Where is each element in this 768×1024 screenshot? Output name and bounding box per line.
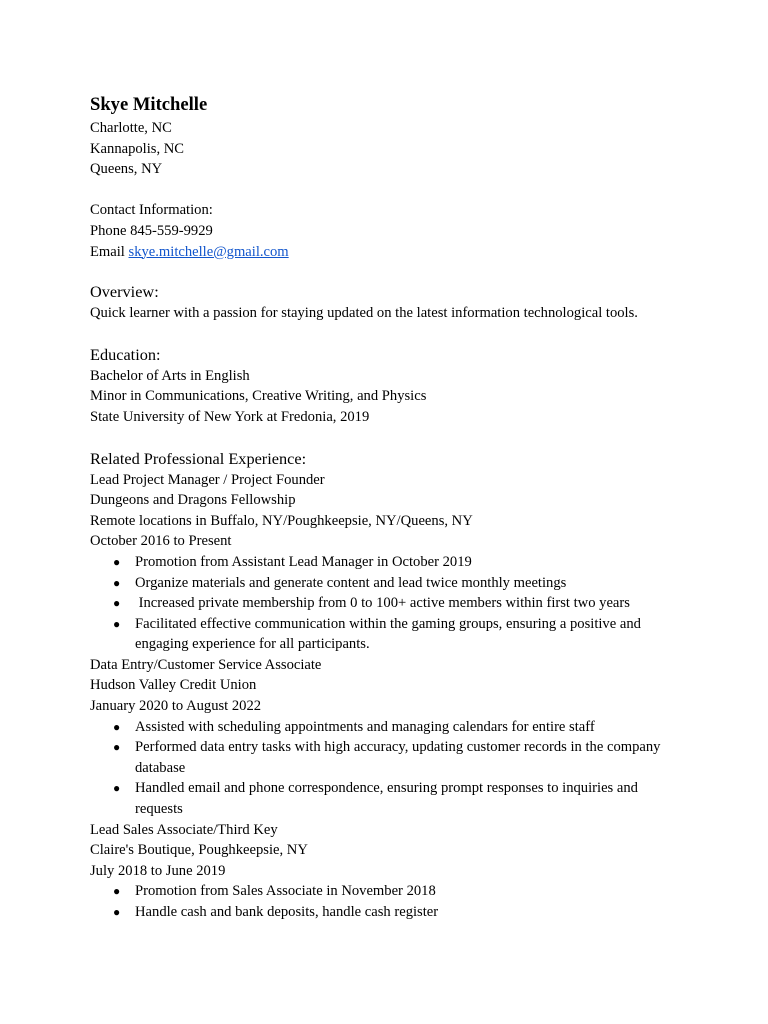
bullet-text: Assisted with scheduling appointments and managing calendars for entire staff — [135, 718, 595, 735]
bullet-icon: ● — [113, 884, 121, 899]
bullet-icon: ● — [113, 740, 121, 755]
job-title: Lead Project Manager / Project Founder — [90, 471, 325, 488]
list-item — [113, 902, 728, 923]
bullet-text: Handle cash and bank deposits, handle cash register — [135, 904, 439, 920]
job-dates: October 2016 to Present — [90, 533, 232, 550]
bullet-icon: ● — [113, 719, 121, 734]
job-entry — [90, 470, 728, 655]
bullet-icon: ● — [113, 616, 121, 631]
job-org: Claire's Boutique, Poughkeepsie, NY — [90, 842, 308, 859]
bullet-text: Organize materials and generate content and lead twice monthly meetings — [135, 574, 567, 591]
job-entry — [90, 820, 728, 923]
bullet-text: Facilitated effective communication within the gaming groups, ensuring a positive and engaging experience for all participants. — [135, 615, 641, 653]
email-line — [90, 242, 728, 263]
candidate-name: Skye Mitchelle — [90, 94, 208, 115]
job-dates: January 2020 to August 2022 — [90, 698, 262, 715]
email-link[interactable]: skye.mitchelle@gmail.com — [128, 243, 289, 260]
education-line: Bachelor of Arts in English — [90, 367, 250, 384]
list-item — [113, 593, 728, 614]
education-line: Minor in Communications, Creative Writing, and Physics — [90, 388, 427, 405]
bullet-text: Increased private membership from 0 to 100+ active members within first two years — [135, 595, 630, 612]
location-line: Charlotte, NC — [90, 120, 172, 136]
list-item — [113, 778, 675, 819]
job-bullet-list — [90, 552, 728, 655]
list-item — [113, 552, 728, 573]
overview-text: Quick learner with a passion for staying updated on the latest information technological tools. — [90, 305, 638, 322]
list-item — [113, 737, 675, 778]
list-item — [113, 614, 675, 655]
job-title: Lead Sales Associate/Third Key — [90, 821, 278, 838]
bullet-icon: ● — [113, 596, 121, 611]
bullet-text: Promotion from Assistant Lead Manager in October 2019 — [135, 553, 472, 570]
job-dates: July 2018 to June 2019 — [90, 862, 226, 879]
experience-heading: Related Professional Experience: — [90, 448, 307, 468]
list-item — [113, 881, 728, 902]
location-line: Kannapolis, NC — [90, 140, 185, 157]
job-org: Dungeons and Dragons Fellowship — [90, 492, 296, 509]
list-item — [113, 573, 728, 594]
bullet-text: Promotion from Sales Associate in November 2018 — [135, 883, 436, 900]
bullet-text: Handled email and phone correspondence, ensuring prompt responses to inquiries and requests — [135, 780, 638, 818]
bullet-text: Performed data entry tasks with high accuracy, updating customer records in the company database — [135, 739, 661, 776]
bullet-icon: ● — [113, 781, 121, 796]
phone-line: Phone 845-559-9929 — [90, 222, 213, 239]
bullet-icon: ● — [113, 905, 121, 919]
job-title: Data Entry/Customer Service Associate — [90, 656, 322, 673]
location-line: Queens, NY — [90, 161, 163, 178]
job-entry — [90, 655, 728, 820]
list-item — [113, 717, 728, 738]
job-org: Hudson Valley Credit Union — [90, 677, 257, 694]
contact-heading: Contact Information: — [90, 202, 213, 219]
bullet-icon: ● — [113, 575, 121, 590]
education-line: State University of New York at Fredonia, 2019 — [90, 408, 370, 425]
bullet-icon: ● — [113, 554, 121, 569]
overview-heading: Overview: — [90, 282, 159, 302]
email-label: Email — [90, 243, 129, 260]
job-location: Remote locations in Buffalo, NY/Poughkeepsie, NY/Queens, NY — [90, 512, 473, 529]
education-heading: Education: — [90, 344, 161, 364]
job-bullet-list — [90, 717, 728, 820]
job-bullet-list — [90, 881, 728, 922]
